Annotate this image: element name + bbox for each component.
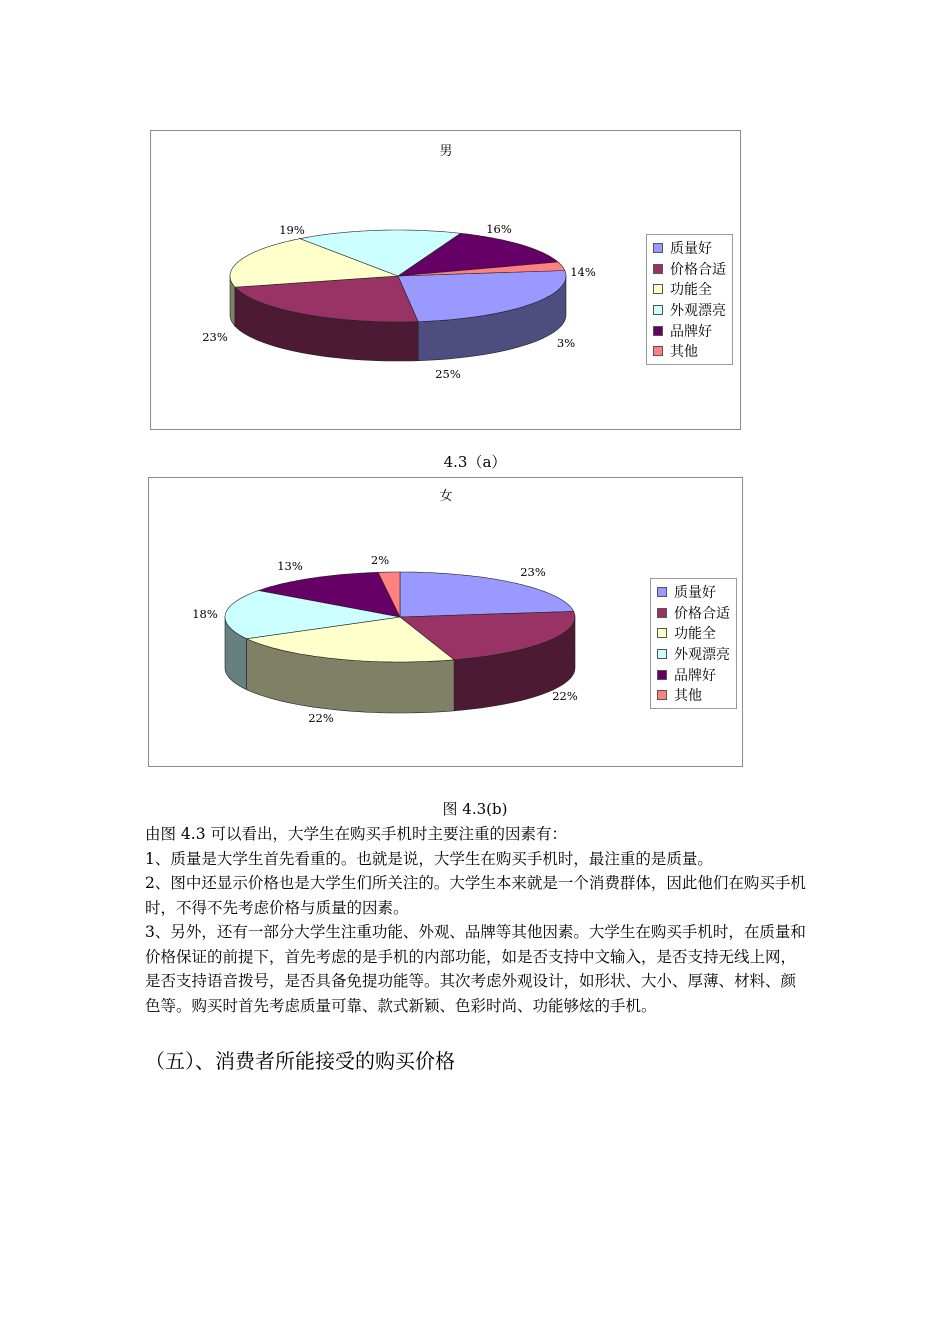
legend-swatch — [653, 305, 663, 315]
data-label: 14% — [570, 265, 596, 279]
legend-swatch — [653, 346, 663, 356]
data-label: 2% — [370, 553, 390, 567]
data-label: 19% — [279, 223, 305, 237]
legend-label: 其他 — [670, 344, 698, 361]
legend-item — [653, 259, 726, 280]
legend-label: 功能全 — [670, 282, 712, 299]
legend-item — [653, 238, 726, 259]
data-label: 25% — [435, 367, 461, 381]
legend-male — [646, 234, 733, 365]
caption-a: 4.3（a） — [443, 453, 507, 471]
legend-swatch — [657, 670, 667, 680]
body-text — [145, 822, 810, 1018]
section-heading: （五）、消费者所能接受的购买价格 — [145, 1049, 455, 1073]
paragraph-2: 2、图中还显示价格也是大学生们所关注的。大学生本来就是一个消费群体，因此他们在购买手机时，不得不先考虑价格与质量的因素。 — [145, 874, 806, 917]
paragraph-1: 1、质量是大学生首先看重的。也就是说，大学生在购买手机时，最注重的是质量。 — [145, 849, 713, 868]
legend-swatch — [653, 264, 663, 274]
legend-label: 价格合适 — [674, 605, 730, 622]
legend-swatch — [657, 608, 667, 618]
data-label: 3% — [556, 336, 576, 350]
legend-item — [653, 320, 726, 341]
legend-label: 外观漂亮 — [670, 303, 726, 320]
intro-paragraph: 由图 4.3 可以看出，大学生在购买手机时主要注重的因素有： — [145, 825, 568, 843]
data-label: 16% — [486, 222, 512, 236]
legend-item — [653, 279, 726, 300]
legend-swatch — [653, 243, 663, 253]
legend-swatch — [657, 690, 667, 700]
legend-label: 外观漂亮 — [674, 647, 730, 664]
legend-female — [650, 578, 737, 709]
legend-swatch — [657, 628, 667, 638]
caption-b: 图 4.3(b) — [442, 800, 508, 818]
data-label: 18% — [192, 607, 218, 621]
chart-male — [150, 130, 741, 430]
legend-label: 功能全 — [674, 626, 716, 643]
legend-item — [657, 644, 730, 665]
data-label: 22% — [552, 689, 578, 703]
legend-item — [657, 664, 730, 685]
legend-label: 质量好 — [670, 241, 712, 258]
legend-swatch — [657, 649, 667, 659]
paragraph-3: 3、另外，还有一部分大学生注重功能、外观、品牌等其他因素。大学生在购买手机时，在质量和价格保证的前提下，首先考虑的是手机的内部功能，如是否支持中文输入，是否支持无线上网，是否支持语音拨号，是否具备免提功能等。其次考虑外观设计，如形状、大小、厚薄、材料、颜色等。购买时首先考虑质量可靠、款式新颖、色彩时尚、功能够炫的手机。 — [145, 923, 806, 1015]
legend-label: 价格合适 — [670, 261, 726, 278]
data-label: 22% — [308, 711, 334, 725]
legend-item — [653, 300, 726, 321]
data-label: 23% — [202, 330, 228, 344]
legend-label: 品牌好 — [670, 323, 712, 340]
legend-item — [657, 582, 730, 603]
legend-item — [657, 685, 730, 706]
chart-female — [148, 477, 743, 767]
legend-label: 质量好 — [674, 585, 716, 602]
pie-slice — [400, 572, 574, 617]
chart-title: 女 — [439, 489, 453, 504]
legend-swatch — [657, 587, 667, 597]
data-label: 23% — [520, 565, 546, 579]
chart-title: 男 — [439, 144, 453, 159]
legend-item — [657, 623, 730, 644]
legend-item — [657, 603, 730, 624]
legend-item — [653, 341, 726, 362]
legend-swatch — [653, 284, 663, 294]
legend-label: 品牌好 — [674, 667, 716, 684]
legend-label: 其他 — [674, 688, 702, 705]
data-label: 13% — [277, 559, 303, 573]
legend-swatch — [653, 326, 663, 336]
